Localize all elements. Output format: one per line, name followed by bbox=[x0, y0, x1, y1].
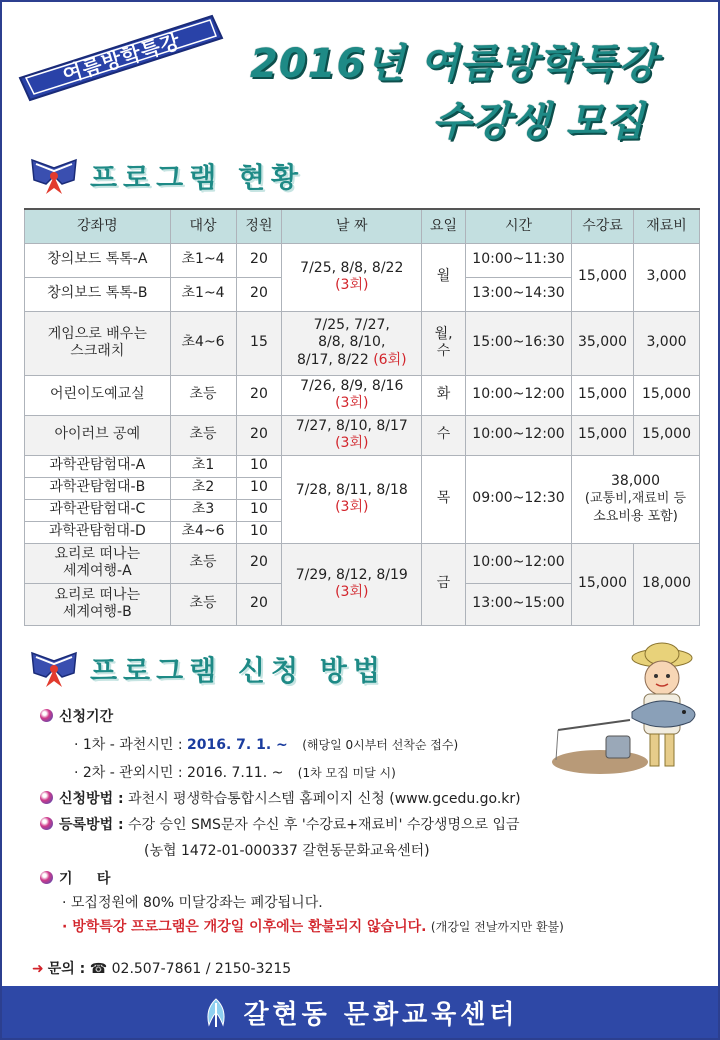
material: 18,000 bbox=[633, 543, 699, 625]
session-count: (3회) bbox=[335, 435, 369, 451]
target: 초4~6 bbox=[170, 311, 236, 375]
etc2-row bbox=[62, 916, 564, 936]
table-header-row bbox=[25, 209, 700, 243]
day-line2: 수 bbox=[436, 343, 451, 359]
register-label: 등록방법 : bbox=[59, 817, 124, 833]
target: 초등 bbox=[170, 375, 236, 415]
col-capacity: 정원 bbox=[236, 209, 282, 243]
table-row bbox=[25, 243, 700, 277]
title-line2: 수강생 모집 bbox=[432, 99, 646, 145]
material: 3,000 bbox=[633, 311, 699, 375]
course-name-line2: 세계여행-B bbox=[62, 604, 132, 620]
method-row bbox=[40, 788, 521, 808]
material: 3,000 bbox=[633, 243, 699, 311]
fee: 35,000 bbox=[572, 311, 634, 375]
target: 초2 bbox=[170, 477, 236, 499]
dates-cell bbox=[282, 455, 422, 543]
round1-prefix: · 1차 - 과천시민 : bbox=[74, 737, 187, 753]
col-target: 대상 bbox=[170, 209, 236, 243]
target: 초4~6 bbox=[170, 521, 236, 543]
col-course: 강좌명 bbox=[25, 209, 171, 243]
course-name bbox=[25, 583, 171, 625]
dates-cell bbox=[282, 375, 422, 415]
account-row: (농협 1472-01-000337 갈현동문화교육센터) bbox=[144, 843, 430, 859]
course-name: 과학관탐험대-D bbox=[25, 521, 171, 543]
target: 초등 bbox=[170, 543, 236, 583]
session-count: (3회) bbox=[335, 584, 369, 600]
table-row bbox=[25, 415, 700, 455]
dates: 7/27, 8/10, 8/17 bbox=[295, 417, 408, 434]
session-count: (6회) bbox=[373, 351, 407, 368]
target: 초3 bbox=[170, 499, 236, 521]
dates-line1: 7/25, 7/27, bbox=[313, 317, 390, 334]
target: 초등 bbox=[170, 583, 236, 625]
col-time: 시간 bbox=[466, 209, 572, 243]
capacity: 20 bbox=[236, 583, 282, 625]
dates-cell bbox=[282, 415, 422, 455]
register-text: 수강 승인 SMS문자 수신 후 '수강료+재료비' 수강생명으로 입금 bbox=[128, 817, 520, 833]
etc2-text: · 방학특강 프로그램은 개강일 이후에는 환불되지 않습니다. bbox=[62, 919, 427, 935]
capacity: 10 bbox=[236, 455, 282, 477]
fee: 15,000 bbox=[572, 375, 634, 415]
round2-row bbox=[74, 762, 396, 782]
title-line1: 2016년 여름방학특강 bbox=[250, 41, 658, 87]
etc1-row: · 모집정원에 80% 미달강좌는 폐강됩니다. bbox=[62, 895, 323, 911]
session-count: (3회) bbox=[335, 499, 369, 515]
day-line1: 월, bbox=[434, 325, 453, 342]
course-name: 어린이도예교실 bbox=[25, 375, 171, 415]
contact-phone: 02.507-7861 / 2150-3215 bbox=[111, 961, 292, 977]
capacity: 20 bbox=[236, 277, 282, 311]
time: 13:00~15:00 bbox=[466, 583, 572, 625]
table-row bbox=[25, 543, 700, 583]
day: 금 bbox=[422, 543, 466, 625]
footer bbox=[2, 986, 718, 1038]
etc-label: 기 타 bbox=[59, 871, 111, 887]
day: 목 bbox=[422, 455, 466, 543]
capacity: 20 bbox=[236, 243, 282, 277]
time: 10:00~12:00 bbox=[466, 543, 572, 583]
section-program-status bbox=[28, 154, 304, 198]
fee: 15,000 bbox=[572, 415, 634, 455]
section-how-to-apply bbox=[28, 647, 386, 691]
target: 초1 bbox=[170, 455, 236, 477]
course-name-line1: 요리로 떠나는 bbox=[54, 586, 141, 603]
phone-icon: ☎ bbox=[89, 961, 108, 977]
day: 월 bbox=[422, 243, 466, 311]
bullet-icon bbox=[40, 817, 53, 830]
group-cooking bbox=[25, 543, 700, 625]
contact-label: 문의 : bbox=[47, 961, 86, 977]
capacity: 10 bbox=[236, 477, 282, 499]
register-row bbox=[40, 814, 520, 834]
program-table bbox=[24, 208, 700, 626]
time: 15:00~16:30 bbox=[466, 311, 572, 375]
course-name: 창의보드 톡톡-B bbox=[25, 277, 171, 311]
time: 10:00~12:00 bbox=[466, 415, 572, 455]
course-name-line1: 게임으로 배우는 bbox=[47, 325, 147, 342]
method-text: 과천시 평생학습통합시스템 홈페이지 신청 (www.gcedu.go.kr) bbox=[128, 791, 521, 807]
fee-line2: (교통비,재료비 등 bbox=[584, 491, 687, 507]
group-crafts bbox=[25, 415, 700, 455]
fee-line1: 38,000 bbox=[611, 473, 660, 490]
dates: 7/25, 8/8, 8/22 bbox=[300, 259, 404, 276]
badge bbox=[16, 8, 226, 104]
round2-text: · 2차 - 관외시민 : 2016. 7.11. ~ bbox=[74, 765, 284, 781]
course-name: 창의보드 톡톡-A bbox=[25, 243, 171, 277]
capacity: 10 bbox=[236, 521, 282, 543]
course-name: 과학관탐험대-C bbox=[25, 499, 171, 521]
course-name bbox=[25, 543, 171, 583]
dates-cell bbox=[282, 311, 422, 375]
dates: 7/26, 8/9, 8/16 bbox=[300, 377, 404, 394]
target: 초등 bbox=[170, 415, 236, 455]
badge-text: 여름방학특강 bbox=[59, 28, 184, 87]
capacity: 10 bbox=[236, 499, 282, 521]
method-label: 신청방법 : bbox=[59, 791, 124, 807]
round1-row bbox=[74, 734, 458, 754]
contact-row bbox=[32, 958, 291, 978]
fee: 15,000 bbox=[572, 243, 634, 311]
course-name: 과학관탐험대-A bbox=[25, 455, 171, 477]
dates: 7/28, 8/11, 8/18 bbox=[295, 481, 408, 498]
session-count: (3회) bbox=[335, 395, 369, 411]
round1-note: (해당일 0시부터 선착순 접수) bbox=[302, 738, 459, 752]
dates-cell bbox=[282, 243, 422, 311]
col-day: 요일 bbox=[422, 209, 466, 243]
table-row bbox=[25, 375, 700, 415]
section2-title: 프로그램 신청 방법 bbox=[90, 654, 386, 687]
bullet-icon bbox=[40, 791, 53, 804]
dates-cell bbox=[282, 543, 422, 625]
dates: 7/29, 8/12, 8/19 bbox=[295, 566, 408, 583]
arrow-right-icon: ➜ bbox=[32, 961, 44, 977]
capacity: 20 bbox=[236, 543, 282, 583]
time: 09:00~12:30 bbox=[466, 455, 572, 543]
session-count: (3회) bbox=[335, 277, 369, 293]
sailor-collar-icon bbox=[28, 647, 80, 691]
time: 10:00~11:30 bbox=[466, 243, 572, 277]
apply-period-row bbox=[40, 706, 113, 726]
group-pottery bbox=[25, 375, 700, 415]
table-row bbox=[25, 455, 700, 477]
dates-line2: 8/8, 8/10, bbox=[318, 334, 386, 351]
fee-combined bbox=[572, 455, 700, 543]
group-scratch bbox=[25, 311, 700, 375]
round2-note: (1차 모집 미달 시) bbox=[297, 766, 396, 780]
sailor-collar-icon bbox=[28, 154, 80, 198]
dates-line3: 8/17, 8/22 bbox=[296, 351, 369, 368]
bullet-icon bbox=[40, 709, 53, 722]
col-dates: 날 짜 bbox=[282, 209, 422, 243]
section1-title: 프로그램 현황 bbox=[90, 161, 305, 194]
period-label: 신청기간 bbox=[59, 709, 114, 725]
day: 수 bbox=[422, 415, 466, 455]
group-creative-board bbox=[25, 243, 700, 311]
bullet-icon bbox=[40, 871, 53, 884]
time: 13:00~14:30 bbox=[466, 277, 572, 311]
footer-center-name: 갈현동 문화교육센터 bbox=[243, 999, 519, 1030]
day: 화 bbox=[422, 375, 466, 415]
round1-date: 2016. 7. 1. ~ bbox=[187, 737, 288, 753]
day bbox=[422, 311, 466, 375]
course-name: 아이러브 공예 bbox=[25, 415, 171, 455]
capacity: 15 bbox=[236, 311, 282, 375]
course-name-line1: 요리로 떠나는 bbox=[54, 545, 141, 562]
course-name: 과학관탐험대-B bbox=[25, 477, 171, 499]
fee-line3: 소요비용 포함) bbox=[593, 508, 678, 524]
fishing-boy-illustration bbox=[550, 642, 700, 782]
col-fee: 수강료 bbox=[572, 209, 634, 243]
etc2-note: (개강일 전날까지만 환불) bbox=[430, 920, 564, 934]
fee: 15,000 bbox=[572, 543, 634, 625]
course-name-line2: 스크래치 bbox=[70, 343, 125, 359]
material: 15,000 bbox=[633, 375, 699, 415]
time: 10:00~12:00 bbox=[466, 375, 572, 415]
material: 15,000 bbox=[633, 415, 699, 455]
course-name bbox=[25, 311, 171, 375]
col-material: 재료비 bbox=[633, 209, 699, 243]
etc-row bbox=[40, 868, 110, 888]
target: 초1~4 bbox=[170, 277, 236, 311]
capacity: 20 bbox=[236, 415, 282, 455]
center-logo-icon bbox=[201, 995, 231, 1029]
target: 초1~4 bbox=[170, 243, 236, 277]
capacity: 20 bbox=[236, 375, 282, 415]
group-science bbox=[25, 455, 700, 543]
course-name-line2: 세계여행-A bbox=[62, 563, 132, 579]
table-row bbox=[25, 311, 700, 375]
